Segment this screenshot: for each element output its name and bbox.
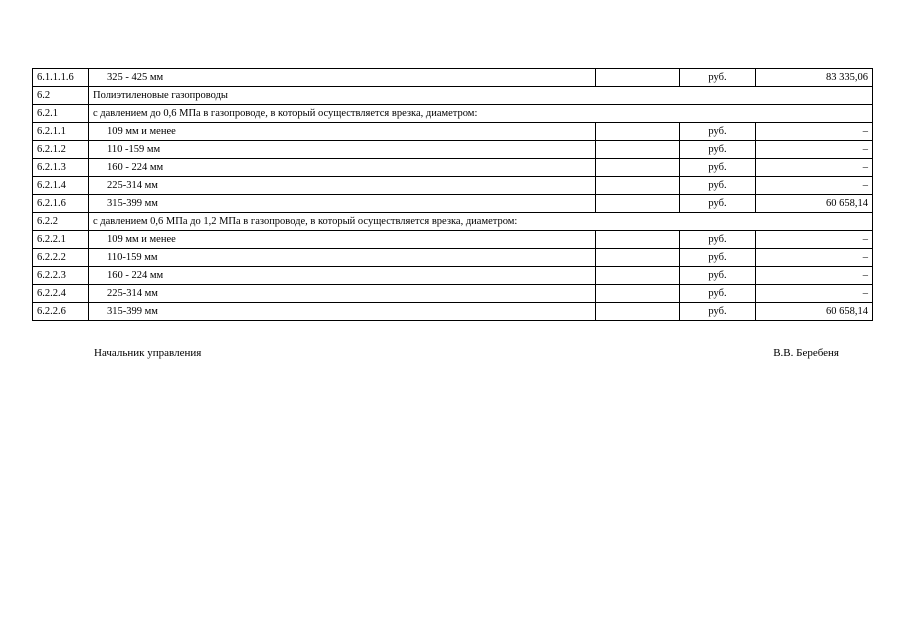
row-empty-cell <box>596 177 680 195</box>
row-unit: руб. <box>680 231 756 249</box>
row-code: 6.2.1.2 <box>33 141 89 159</box>
signature-name: В.В. Беребеня <box>773 347 839 359</box>
row-name: 315-399 мм <box>89 195 596 213</box>
row-value: – <box>756 285 873 303</box>
row-name: 225-314 мм <box>89 177 596 195</box>
row-name: 225-314 мм <box>89 285 596 303</box>
row-value: – <box>756 231 873 249</box>
row-name: 315-399 мм <box>89 303 596 321</box>
row-value: – <box>756 267 873 285</box>
row-empty-cell <box>596 159 680 177</box>
row-name: 160 - 224 мм <box>89 267 596 285</box>
row-code: 6.2.1.4 <box>33 177 89 195</box>
tariff-table <box>32 68 873 321</box>
row-value: – <box>756 159 873 177</box>
row-value: – <box>756 177 873 195</box>
row-empty-cell <box>596 285 680 303</box>
row-unit: руб. <box>680 195 756 213</box>
row-unit: руб. <box>680 69 756 87</box>
table-row <box>33 267 873 285</box>
row-name: 110 -159 мм <box>89 141 596 159</box>
row-code: 6.2 <box>33 87 89 105</box>
table-row <box>33 141 873 159</box>
row-unit: руб. <box>680 249 756 267</box>
row-unit: руб. <box>680 159 756 177</box>
table-section-row <box>33 105 873 123</box>
row-name: 325 - 425 мм <box>89 69 596 87</box>
table-row <box>33 195 873 213</box>
row-name: 109 мм и менее <box>89 123 596 141</box>
row-value: – <box>756 141 873 159</box>
row-code: 6.2.2.3 <box>33 267 89 285</box>
row-name: 109 мм и менее <box>89 231 596 249</box>
row-empty-cell <box>596 123 680 141</box>
table-row <box>33 231 873 249</box>
row-empty-cell <box>596 195 680 213</box>
row-value: 83 335,06 <box>756 69 873 87</box>
table-row <box>33 159 873 177</box>
row-empty-cell <box>596 249 680 267</box>
row-code: 6.1.1.1.6 <box>33 69 89 87</box>
table-section-row <box>33 213 873 231</box>
row-unit: руб. <box>680 177 756 195</box>
row-empty-cell <box>596 231 680 249</box>
row-unit: руб. <box>680 141 756 159</box>
row-value: – <box>756 123 873 141</box>
row-code: 6.2.2 <box>33 213 89 231</box>
row-empty-cell <box>596 267 680 285</box>
signature-title: Начальник управления <box>94 347 202 359</box>
row-name: 110-159 мм <box>89 249 596 267</box>
row-code: 6.2.1.3 <box>33 159 89 177</box>
row-value: – <box>756 249 873 267</box>
row-code: 6.2.2.4 <box>33 285 89 303</box>
table-row <box>33 249 873 267</box>
row-section-title: Полиэтиленовые газопроводы <box>89 87 873 105</box>
row-code: 6.2.2.1 <box>33 231 89 249</box>
row-unit: руб. <box>680 267 756 285</box>
row-code: 6.2.2.2 <box>33 249 89 267</box>
table-row <box>33 177 873 195</box>
table-row <box>33 285 873 303</box>
row-unit: руб. <box>680 123 756 141</box>
row-code: 6.2.1.1 <box>33 123 89 141</box>
row-code: 6.2.1.6 <box>33 195 89 213</box>
row-value: 60 658,14 <box>756 303 873 321</box>
row-unit: руб. <box>680 285 756 303</box>
row-name: 160 - 224 мм <box>89 159 596 177</box>
row-unit: руб. <box>680 303 756 321</box>
row-empty-cell <box>596 141 680 159</box>
table-section-row <box>33 87 873 105</box>
table-row <box>33 123 873 141</box>
row-empty-cell <box>596 69 680 87</box>
row-empty-cell <box>596 303 680 321</box>
row-code: 6.2.2.6 <box>33 303 89 321</box>
table-row <box>33 69 873 87</box>
table-row <box>33 303 873 321</box>
row-code: 6.2.1 <box>33 105 89 123</box>
row-value: 60 658,14 <box>756 195 873 213</box>
row-section-title: с давлением 0,6 МПа до 1,2 МПа в газопроводе, в который осуществляется врезка, диаметром: <box>89 213 873 231</box>
tariff-table-body <box>33 69 873 321</box>
row-section-title: с давлением до 0,6 МПа в газопроводе, в который осуществляется врезка, диаметром: <box>89 105 873 123</box>
